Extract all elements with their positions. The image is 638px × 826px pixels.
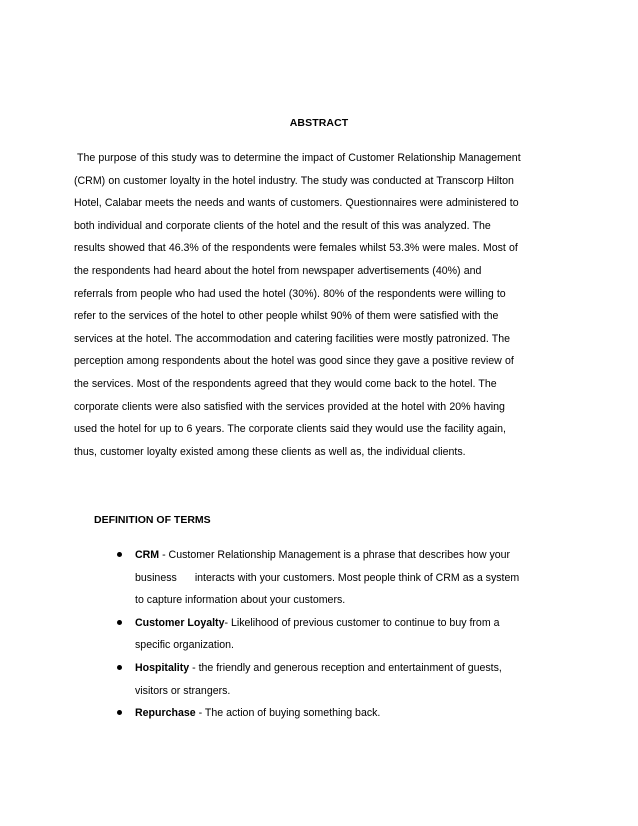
definitions-heading: DEFINITION OF TERMS (94, 514, 211, 526)
abstract-line: thus, customer loyalty existed among these clients as well as, the individual clients. (74, 445, 466, 458)
definition-item-crm (115, 544, 565, 612)
definition-term: Hospitality (135, 661, 190, 674)
definition-text: - The action of buying something back. (195, 707, 381, 720)
abstract-line: services at the hotel. The accommodation and catering facilities were mostly patronized. The (74, 332, 510, 345)
abstract-paragraph (74, 147, 574, 463)
abstract-line: The purpose of this study was to determine the impact of Customer Relationship Management (77, 152, 521, 164)
definition-text: visitors or strangers. (135, 684, 231, 697)
definition-text: - Likelihood of previous customer to continue to buy from a (224, 616, 500, 629)
bullet-icon (117, 620, 122, 625)
abstract-line: Hotel, Calabar meets the needs and wants of customers. Questionnaires were administered to (74, 197, 519, 210)
abstract-line: results showed that 46.3% of the respondents were females whilst 53.3% were males. Most of (74, 242, 518, 255)
definition-item-customer-loyalty (115, 612, 565, 657)
abstract-line: corporate clients were also satisfied with the services provided at the hotel with 20% having (74, 400, 505, 413)
definition-text: specific organization. (135, 639, 234, 652)
abstract-line: perception among respondents about the hotel was good since they gave a positive review of (74, 355, 514, 368)
abstract-line: the respondents had heard about the hotel from newspaper advertisements (40%) and (74, 264, 482, 277)
abstract-line: both individual and corporate clients of the hotel and the result of this was analyzed. The (74, 219, 491, 232)
definition-term: Repurchase (135, 707, 196, 720)
definition-text: - Customer Relationship Management is a phrase that describes how your (159, 549, 511, 561)
bullet-icon (117, 710, 122, 715)
definition-term: CRM (135, 549, 160, 561)
abstract-line: the services. Most of the respondents agreed that they would come back to the hotel. The (74, 377, 497, 390)
abstract-line: referrals from people who had used the hotel (30%). 80% of the respondents were willing to (74, 287, 506, 300)
definition-text: to capture information about your customers. (135, 594, 346, 607)
definition-text: - the friendly and generous reception and entertainment of guests, (189, 661, 502, 674)
definitions-list (115, 544, 565, 725)
bullet-icon (117, 552, 122, 557)
definition-item-hospitality (115, 657, 565, 702)
definition-text: business (135, 571, 177, 584)
abstract-line: used the hotel for up to 6 years. The corporate clients said they would use the facility again, (74, 423, 506, 436)
bullet-icon (117, 665, 122, 670)
definition-term: Customer Loyalty (135, 616, 225, 629)
abstract-line: refer to the services of the hotel to other people whilst 90% of them were satisfied with the (74, 310, 499, 323)
abstract-line: (CRM) on customer loyalty in the hotel industry. The study was conducted at Transcorp Hilton (74, 174, 514, 187)
definition-text: interacts with your customers. Most people think of CRM as a system (194, 571, 520, 584)
abstract-heading: ABSTRACT (289, 117, 349, 129)
definition-item-repurchase (115, 702, 565, 725)
